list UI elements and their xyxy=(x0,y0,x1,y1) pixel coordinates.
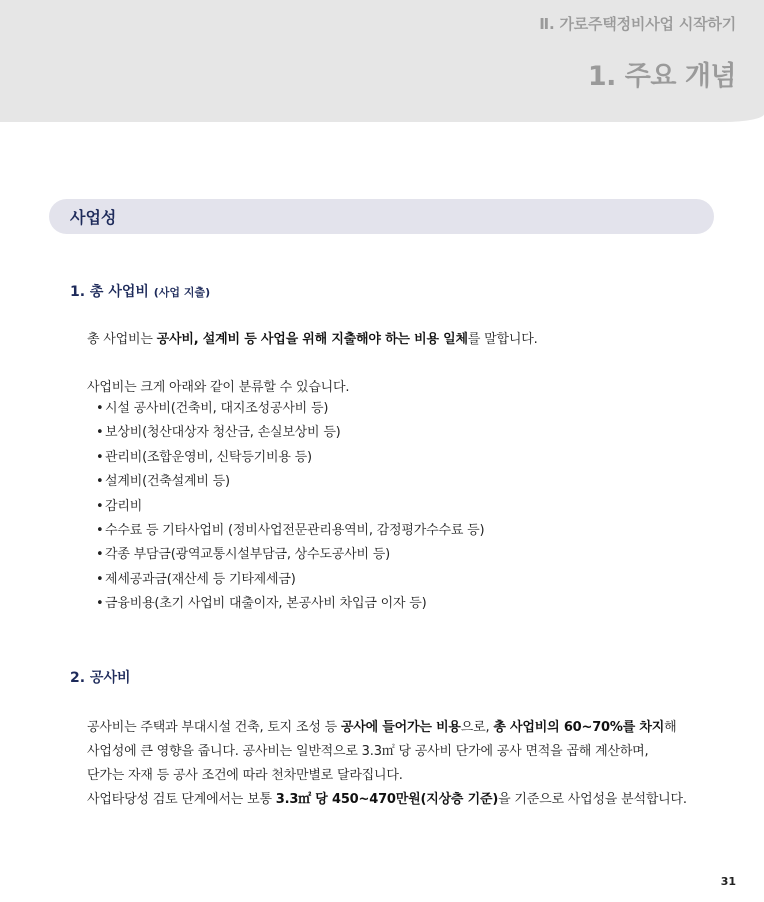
list-item-text: 설계비(건축설계비 등) xyxy=(105,474,230,490)
list-item-text: 수수료 등 기타사업비 (정비사업전문관리용역비, 감정평가수수료 등) xyxy=(105,522,485,538)
list-item xyxy=(96,498,484,522)
construction-cost-heading: 2. 공사비 xyxy=(70,670,131,686)
line4-a: 사업타당성 검토 단계에서는 보통 xyxy=(87,792,276,807)
chapter-title: Ⅱ. 가로주택정비사업 시작하기 xyxy=(539,15,736,33)
construction-cost-line-1 xyxy=(87,716,676,735)
section-title: 1. 주요 개념 xyxy=(587,61,736,92)
page-header xyxy=(0,0,764,122)
definition-prefix: 총 사업비는 xyxy=(87,332,157,347)
list-item-text: 보상비(청산대상자 청산금, 손실보상비 등) xyxy=(105,425,341,441)
line1-c: 으로, xyxy=(460,720,494,735)
list-item xyxy=(96,449,484,473)
list-item-text: 감리비 xyxy=(105,498,143,514)
list-item xyxy=(96,400,484,424)
total-cost-heading-text: 1. 총 사업비 xyxy=(70,284,149,300)
line1-e: 해 xyxy=(664,720,677,735)
construction-cost-line-3: 단가는 자재 등 공사 조건에 따라 천차만별로 달라집니다. xyxy=(87,768,403,783)
section-banner xyxy=(49,199,714,234)
list-item-text: 금융비용(초기 사업비 대출이자, 본공사비 차입금 이자 등) xyxy=(105,596,427,612)
bullet-icon: • xyxy=(96,596,104,612)
line1-a: 공사비는 주택과 부대시설 건축, 토지 조성 등 xyxy=(87,720,341,735)
list-item-text: 제세공과금(재산세 등 기타제세금) xyxy=(105,571,296,587)
section-banner-label: 사업성 xyxy=(70,208,117,227)
total-cost-heading xyxy=(70,281,210,301)
bullet-icon: • xyxy=(96,449,104,465)
list-item xyxy=(96,424,484,448)
total-cost-heading-note: (사업 지출) xyxy=(153,286,211,299)
bullet-icon: • xyxy=(96,522,104,538)
total-cost-definition xyxy=(87,328,538,347)
construction-cost-line-2: 사업성에 큰 영향을 줍니다. 공사비는 일반적으로 3.3㎡ 당 공사비 단가에 공사 면적을 곱해 계산하며, xyxy=(87,744,649,759)
construction-cost-line-4 xyxy=(87,788,687,807)
bullet-icon: • xyxy=(96,571,104,587)
definition-bold: 공사비, 설계비 등 사업을 위해 지출해야 하는 비용 일체 xyxy=(156,332,468,347)
bullet-icon: • xyxy=(96,474,104,490)
line4-bold: 3.3㎡ 당 450~470만원(지상층 기준) xyxy=(275,792,499,807)
list-item-text: 관리비(조합운영비, 신탁등기비용 등) xyxy=(105,449,312,465)
list-item xyxy=(96,571,484,595)
list-item-text: 시설 공사비(건축비, 대지조성공사비 등) xyxy=(105,401,329,416)
definition-suffix: 를 말합니다. xyxy=(467,332,538,347)
bullet-icon: • xyxy=(96,425,104,441)
line4-c: 을 기준으로 사업성을 분석합니다. xyxy=(498,792,687,807)
cost-classification-list xyxy=(96,400,484,620)
cost-classification-intro: 사업비는 크게 아래와 같이 분류할 수 있습니다. xyxy=(87,380,350,395)
list-item xyxy=(96,473,484,497)
list-item xyxy=(96,522,484,546)
line1-bold-1: 공사에 들어가는 비용 xyxy=(340,720,461,735)
page-number: 31 xyxy=(720,875,736,888)
bullet-icon: • xyxy=(96,498,104,514)
list-item xyxy=(96,546,484,570)
list-item-text: 각종 부담금(광역교통시설부담금, 상수도공사비 등) xyxy=(105,547,390,563)
bullet-icon: • xyxy=(96,547,104,563)
list-item xyxy=(96,595,484,619)
line1-bold-2: 총 사업비의 60~70%를 차지 xyxy=(493,720,665,735)
bullet-icon: • xyxy=(96,401,104,416)
